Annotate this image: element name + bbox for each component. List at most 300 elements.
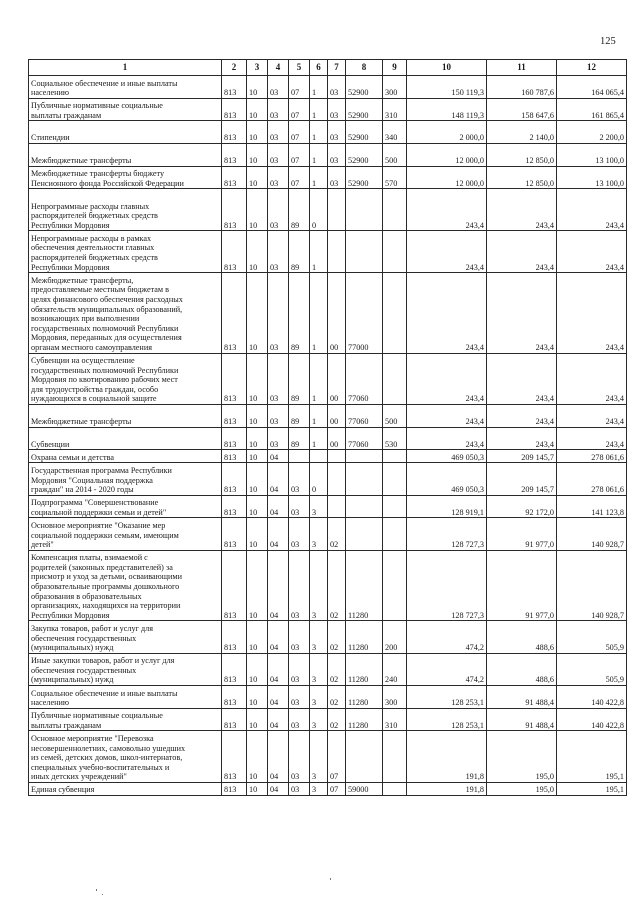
table-row: [29, 405, 627, 428]
cell-code: 89: [289, 427, 310, 450]
cell-code: 813: [222, 518, 247, 550]
cell-code: [383, 231, 407, 273]
cell-value-11: 91 977,0: [487, 518, 557, 550]
row-name: Публичные нормативные социальные выплаты гражданам: [29, 708, 222, 731]
cell-code: 10: [247, 450, 268, 463]
cell-code: 00: [328, 405, 346, 428]
cell-value-11: 243,4: [487, 353, 557, 405]
header-row: [29, 60, 627, 76]
cell-code: 03: [289, 463, 310, 495]
cell-code: 500: [383, 144, 407, 167]
column-header: 1: [29, 60, 222, 76]
cell-code: 1: [310, 405, 328, 428]
cell-code: 813: [222, 144, 247, 167]
cell-code: 52900: [346, 144, 383, 167]
table-row: [29, 518, 627, 550]
cell-value-10: 150 119,3: [407, 76, 487, 99]
cell-code: 813: [222, 782, 247, 795]
cell-code: 04: [268, 653, 289, 685]
cell-value-12: 243,4: [557, 353, 627, 405]
scan-speck: [96, 889, 97, 891]
cell-code: 03: [289, 708, 310, 731]
cell-value-10: 12 000,0: [407, 144, 487, 167]
cell-code: 813: [222, 76, 247, 99]
table-row: [29, 495, 627, 518]
table-row: [29, 708, 627, 731]
cell-code: 310: [383, 98, 407, 121]
cell-value-10: 469 050,3: [407, 450, 487, 463]
cell-code: 813: [222, 273, 247, 353]
cell-code: 52900: [346, 166, 383, 189]
cell-value-10: 243,4: [407, 273, 487, 353]
column-header: 7: [328, 60, 346, 76]
cell-code: [383, 495, 407, 518]
cell-code: [328, 463, 346, 495]
column-header: 10: [407, 60, 487, 76]
cell-code: 10: [247, 550, 268, 621]
cell-value-11: 243,4: [487, 231, 557, 273]
cell-value-12: 195,1: [557, 782, 627, 795]
row-name: Непрограммные расходы в рамках обеспечения деятельности главных распорядителей бюджетных средств Республики Мордовия: [29, 231, 222, 273]
column-header: 3: [247, 60, 268, 76]
cell-code: 813: [222, 653, 247, 685]
cell-code: 04: [268, 463, 289, 495]
cell-code: 89: [289, 353, 310, 405]
cell-code: 03: [289, 731, 310, 783]
cell-code: 89: [289, 189, 310, 231]
column-header: 6: [310, 60, 328, 76]
table-row: [29, 76, 627, 99]
row-name: Субвенции: [29, 427, 222, 450]
cell-code: [383, 450, 407, 463]
cell-value-11: 91 488,4: [487, 686, 557, 709]
cell-value-12: 243,4: [557, 231, 627, 273]
cell-code: 3: [310, 495, 328, 518]
cell-code: 3: [310, 518, 328, 550]
cell-code: 77000: [346, 273, 383, 353]
cell-code: 3: [310, 731, 328, 783]
cell-code: 10: [247, 731, 268, 783]
cell-code: 813: [222, 353, 247, 405]
cell-value-11: 2 140,0: [487, 121, 557, 144]
row-name: Межбюджетные трансферты, предоставляемые местным бюджетам в целях финансового обеспечения расходных обязательств муниципальных образований, возникающих при выполнении государственных полномочий Республики Мордовия, переданных для осуществления органам местного самоуправления: [29, 273, 222, 353]
cell-value-11: 92 172,0: [487, 495, 557, 518]
cell-value-12: 505,9: [557, 653, 627, 685]
cell-code: [383, 731, 407, 783]
cell-code: 02: [328, 686, 346, 709]
cell-code: 3: [310, 686, 328, 709]
cell-code: [383, 550, 407, 621]
cell-code: 1: [310, 98, 328, 121]
cell-code: [383, 353, 407, 405]
cell-code: 77060: [346, 353, 383, 405]
row-name: Закупка товаров, работ и услуг для обеспечения государственных (муниципальных) нужд: [29, 621, 222, 653]
cell-code: 03: [289, 686, 310, 709]
cell-code: 10: [247, 166, 268, 189]
table-row: [29, 450, 627, 463]
cell-code: 1: [310, 231, 328, 273]
cell-code: 03: [268, 231, 289, 273]
cell-code: 813: [222, 427, 247, 450]
table-row: [29, 144, 627, 167]
cell-code: 10: [247, 518, 268, 550]
cell-code: 11280: [346, 653, 383, 685]
cell-code: 1: [310, 144, 328, 167]
cell-value-12: 140 928,7: [557, 550, 627, 621]
cell-code: 340: [383, 121, 407, 144]
cell-code: [328, 231, 346, 273]
cell-code: [310, 450, 328, 463]
cell-code: 813: [222, 708, 247, 731]
cell-code: 11280: [346, 621, 383, 653]
cell-code: [346, 231, 383, 273]
cell-value-11: 243,4: [487, 189, 557, 231]
row-name: Охрана семьи и детства: [29, 450, 222, 463]
cell-code: 813: [222, 189, 247, 231]
cell-code: 813: [222, 731, 247, 783]
cell-code: 02: [328, 550, 346, 621]
table-row: [29, 121, 627, 144]
scan-speck: [102, 894, 103, 895]
cell-code: 77060: [346, 427, 383, 450]
cell-code: 07: [289, 76, 310, 99]
table-row: [29, 782, 627, 795]
cell-code: 04: [268, 495, 289, 518]
cell-code: 300: [383, 76, 407, 99]
table-row: [29, 231, 627, 273]
cell-value-12: 243,4: [557, 405, 627, 428]
cell-code: 03: [328, 144, 346, 167]
cell-code: 52900: [346, 76, 383, 99]
cell-code: 77060: [346, 405, 383, 428]
cell-value-12: 243,4: [557, 189, 627, 231]
cell-code: 3: [310, 708, 328, 731]
cell-code: 500: [383, 405, 407, 428]
cell-value-11: 243,4: [487, 273, 557, 353]
row-name: Непрограммные расходы главных распорядителей бюджетных средств Республики Мордовия: [29, 189, 222, 231]
cell-code: 03: [289, 495, 310, 518]
cell-code: [289, 450, 310, 463]
cell-value-11: 243,4: [487, 405, 557, 428]
table-row: [29, 353, 627, 405]
cell-value-12: 243,4: [557, 273, 627, 353]
cell-code: 10: [247, 405, 268, 428]
cell-code: 04: [268, 450, 289, 463]
cell-code: 11280: [346, 708, 383, 731]
row-name: Основное мероприятие "Оказание мер социальной поддержки семьям, имеющим детей": [29, 518, 222, 550]
cell-value-11: 209 145,7: [487, 463, 557, 495]
cell-code: 07: [289, 166, 310, 189]
cell-code: 0: [310, 189, 328, 231]
cell-code: 07: [289, 144, 310, 167]
cell-code: 52900: [346, 121, 383, 144]
cell-value-11: 209 145,7: [487, 450, 557, 463]
table-row: [29, 273, 627, 353]
row-name: Межбюджетные трансферты: [29, 405, 222, 428]
column-header: 2: [222, 60, 247, 76]
cell-value-12: 278 061,6: [557, 450, 627, 463]
cell-code: [383, 518, 407, 550]
cell-code: 02: [328, 518, 346, 550]
cell-code: [346, 731, 383, 783]
cell-code: 10: [247, 708, 268, 731]
cell-value-12: 13 100,0: [557, 166, 627, 189]
cell-code: 04: [268, 518, 289, 550]
cell-code: 89: [289, 405, 310, 428]
cell-code: 11280: [346, 686, 383, 709]
cell-code: 03: [268, 353, 289, 405]
cell-code: [383, 463, 407, 495]
cell-code: 07: [289, 98, 310, 121]
cell-code: 03: [328, 121, 346, 144]
cell-code: 04: [268, 686, 289, 709]
cell-code: 10: [247, 98, 268, 121]
cell-code: 03: [268, 98, 289, 121]
cell-value-12: 2 200,0: [557, 121, 627, 144]
row-name: Государственная программа Республики Мордовия "Социальная поддержка граждан" на 2014 - 2020 годы: [29, 463, 222, 495]
scan-speck: [330, 878, 331, 880]
column-header: 8: [346, 60, 383, 76]
cell-code: 10: [247, 273, 268, 353]
cell-code: 813: [222, 495, 247, 518]
cell-value-12: 141 123,8: [557, 495, 627, 518]
cell-code: 3: [310, 550, 328, 621]
cell-value-10: 243,4: [407, 231, 487, 273]
cell-code: 813: [222, 686, 247, 709]
row-name: Основное мероприятие "Перевозка несовершеннолетних, самовольно ушедших из семей, детских домов, школ-интернатов, специальных учебно-воспитательных и иных детских учреждений": [29, 731, 222, 783]
cell-code: 00: [328, 353, 346, 405]
cell-code: 813: [222, 121, 247, 144]
cell-value-12: 278 061,6: [557, 463, 627, 495]
column-header: 12: [557, 60, 627, 76]
cell-code: 52900: [346, 98, 383, 121]
cell-value-10: 12 000,0: [407, 166, 487, 189]
cell-value-12: 13 100,0: [557, 144, 627, 167]
cell-code: 813: [222, 231, 247, 273]
cell-code: 570: [383, 166, 407, 189]
cell-code: 03: [268, 427, 289, 450]
cell-code: 03: [268, 189, 289, 231]
column-header: 11: [487, 60, 557, 76]
cell-code: [346, 450, 383, 463]
cell-code: [383, 273, 407, 353]
cell-value-10: 469 050,3: [407, 463, 487, 495]
cell-value-10: 128 253,1: [407, 686, 487, 709]
table-row: [29, 686, 627, 709]
cell-code: 00: [328, 273, 346, 353]
cell-code: 10: [247, 427, 268, 450]
cell-code: [383, 782, 407, 795]
cell-code: 89: [289, 273, 310, 353]
cell-value-12: 140 422,8: [557, 686, 627, 709]
cell-code: 04: [268, 731, 289, 783]
cell-value-12: 164 065,4: [557, 76, 627, 99]
cell-code: 1: [310, 427, 328, 450]
column-header: 5: [289, 60, 310, 76]
cell-value-10: 243,4: [407, 427, 487, 450]
cell-value-11: 243,4: [487, 427, 557, 450]
column-header: 4: [268, 60, 289, 76]
cell-code: 10: [247, 686, 268, 709]
cell-code: [346, 189, 383, 231]
cell-code: 10: [247, 621, 268, 653]
cell-code: 59000: [346, 782, 383, 795]
cell-code: 0: [310, 463, 328, 495]
cell-value-12: 243,4: [557, 427, 627, 450]
cell-code: 813: [222, 166, 247, 189]
cell-code: 02: [328, 708, 346, 731]
cell-value-11: 12 850,0: [487, 166, 557, 189]
table-row: [29, 166, 627, 189]
cell-value-10: 148 119,3: [407, 98, 487, 121]
cell-value-10: 474,2: [407, 653, 487, 685]
cell-code: 07: [328, 782, 346, 795]
cell-code: 04: [268, 621, 289, 653]
cell-code: 300: [383, 686, 407, 709]
cell-code: 03: [289, 518, 310, 550]
cell-code: 03: [328, 98, 346, 121]
cell-value-11: 488,6: [487, 621, 557, 653]
cell-code: 813: [222, 621, 247, 653]
cell-code: 10: [247, 231, 268, 273]
cell-code: 11280: [346, 550, 383, 621]
cell-code: 03: [328, 166, 346, 189]
cell-code: 1: [310, 121, 328, 144]
cell-code: 10: [247, 121, 268, 144]
cell-code: 04: [268, 708, 289, 731]
cell-value-12: 195,1: [557, 731, 627, 783]
cell-code: 10: [247, 144, 268, 167]
cell-value-11: 488,6: [487, 653, 557, 685]
table-row: [29, 653, 627, 685]
row-name: Публичные нормативные социальные выплаты гражданам: [29, 98, 222, 121]
cell-code: 10: [247, 189, 268, 231]
cell-value-10: 243,4: [407, 189, 487, 231]
cell-code: 530: [383, 427, 407, 450]
row-name: Иные закупки товаров, работ и услуг для обеспечения государственных (муниципальных) нужд: [29, 653, 222, 685]
cell-code: [328, 450, 346, 463]
cell-code: 02: [328, 621, 346, 653]
cell-code: 813: [222, 450, 247, 463]
row-name: Единая субвенция: [29, 782, 222, 795]
cell-code: 3: [310, 621, 328, 653]
row-name: Стипендии: [29, 121, 222, 144]
table-body: [29, 76, 627, 796]
cell-value-11: 195,0: [487, 782, 557, 795]
cell-value-11: 195,0: [487, 731, 557, 783]
table-row: [29, 427, 627, 450]
cell-code: 03: [328, 76, 346, 99]
cell-value-10: 128 727,3: [407, 518, 487, 550]
cell-code: 89: [289, 231, 310, 273]
cell-code: 00: [328, 427, 346, 450]
cell-code: 1: [310, 76, 328, 99]
cell-code: [383, 189, 407, 231]
cell-code: 10: [247, 782, 268, 795]
cell-value-11: 91 977,0: [487, 550, 557, 621]
cell-code: 03: [268, 405, 289, 428]
cell-code: 04: [268, 782, 289, 795]
cell-code: 03: [268, 144, 289, 167]
cell-code: [328, 189, 346, 231]
cell-value-11: 12 850,0: [487, 144, 557, 167]
cell-code: 813: [222, 550, 247, 621]
cell-code: 10: [247, 76, 268, 99]
cell-code: 03: [268, 273, 289, 353]
cell-code: 310: [383, 708, 407, 731]
column-header: 9: [383, 60, 407, 76]
page-number: 125: [600, 36, 616, 47]
cell-value-10: 243,4: [407, 405, 487, 428]
cell-value-12: 140 928,7: [557, 518, 627, 550]
cell-code: 03: [289, 621, 310, 653]
table-row: [29, 189, 627, 231]
cell-value-10: 243,4: [407, 353, 487, 405]
cell-code: 03: [289, 782, 310, 795]
cell-value-12: 505,9: [557, 621, 627, 653]
cell-code: 03: [268, 166, 289, 189]
cell-value-10: 474,2: [407, 621, 487, 653]
row-name: Межбюджетные трансферты бюджету Пенсионного фонда Российской Федерации: [29, 166, 222, 189]
row-name: Подпрограмма "Совершенствование социальной поддержки семьи и детей": [29, 495, 222, 518]
cell-value-11: 158 647,6: [487, 98, 557, 121]
cell-code: 3: [310, 653, 328, 685]
row-name: Социальное обеспечение и иные выплаты населению: [29, 76, 222, 99]
cell-code: 1: [310, 166, 328, 189]
cell-code: 07: [289, 121, 310, 144]
table-row: [29, 621, 627, 653]
cell-code: [346, 495, 383, 518]
cell-code: 1: [310, 353, 328, 405]
cell-code: [346, 518, 383, 550]
cell-code: 10: [247, 653, 268, 685]
cell-code: 813: [222, 463, 247, 495]
table-row: [29, 731, 627, 783]
cell-code: 03: [289, 653, 310, 685]
cell-code: 200: [383, 621, 407, 653]
table-row: [29, 550, 627, 621]
cell-code: 240: [383, 653, 407, 685]
cell-value-10: 128 727,3: [407, 550, 487, 621]
cell-code: 03: [268, 121, 289, 144]
cell-value-11: 160 787,6: [487, 76, 557, 99]
cell-code: 03: [268, 76, 289, 99]
cell-code: 813: [222, 405, 247, 428]
cell-value-10: 128 919,1: [407, 495, 487, 518]
cell-code: 813: [222, 98, 247, 121]
cell-code: [346, 463, 383, 495]
cell-value-12: 140 422,8: [557, 708, 627, 731]
cell-value-10: 191,8: [407, 782, 487, 795]
row-name: Субвенции на осуществление государственных полномочий Республики Мордовия по квотированию рабочих мест для трудоустройства граждан, особо нуждающихся в социальной защите: [29, 353, 222, 405]
cell-code: 10: [247, 463, 268, 495]
cell-value-12: 161 865,4: [557, 98, 627, 121]
cell-code: 07: [328, 731, 346, 783]
cell-code: [328, 495, 346, 518]
cell-value-10: 191,8: [407, 731, 487, 783]
table-row: [29, 98, 627, 121]
cell-code: 1: [310, 273, 328, 353]
cell-code: 10: [247, 353, 268, 405]
cell-code: 03: [289, 550, 310, 621]
row-name: Социальное обеспечение и иные выплаты населению: [29, 686, 222, 709]
budget-table: [28, 59, 627, 796]
cell-code: 3: [310, 782, 328, 795]
cell-code: 02: [328, 653, 346, 685]
cell-code: 10: [247, 495, 268, 518]
table-row: [29, 463, 627, 495]
cell-code: 04: [268, 550, 289, 621]
